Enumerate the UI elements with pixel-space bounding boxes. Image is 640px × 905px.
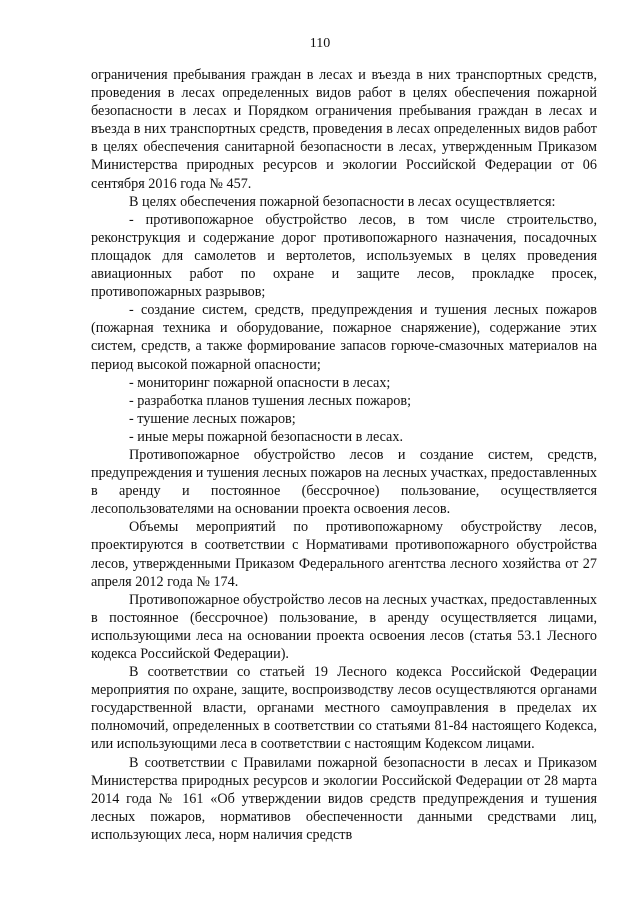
list-item-monitoring: - мониторинг пожарной опасности в лесах; <box>129 374 391 391</box>
paragraph-measures-volume: Объемы мероприятий по противопожарному обустройству лесов, проектируются в соответствии с Нормативами противопожарного обустройства лесов, утвержденными Приказом Федерального агентства лесного хозяйства от 27 апреля 2012 года № 174. <box>91 519 597 590</box>
paragraph-continuation: ограничения пребывания граждан в лесах и въезда в них транспортных средств, проведения в лесах определенных видов работ в целях обеспечения пожарной безопасности в лесах и Порядком ограничения пребывания граждан в лесах и въезда в них транспортных средств, проведения в лесах определенных видов работ в целях обеспечения санитарной безопасности в лесах, утвержденным Приказом Министерства природных ресурсов и экологии Российской Федерации от 06 сентября 2016 года № 457. <box>91 67 597 192</box>
list-item-systems-creation: - создание систем, средств, предупреждения и тушения лесных пожаров (пожарная техника и оборудование, пожарное снаряжение), содержание этих систем, средств, а также формирование запасов горюче-смазочных материалов на период высокой пожарной опасности; <box>91 302 597 373</box>
list-item-extinguishing: - тушение лесных пожаров; <box>129 410 296 427</box>
list-item-other-measures: - иные меры пожарной безопасности в лесах. <box>129 428 403 445</box>
paragraph-rules-order-161: В соответствии с Правилами пожарной безопасности в лесах и Приказом Министерства природных ресурсов и экологии Российской Федерации от 28 марта 2014 года № 161 «Об утверждении видов средств предупреждения и тушения лесных пожаров, нормативов обеспеченности данными средствами лиц, использующих леса, норм наличия средств <box>91 754 597 843</box>
paragraph-fire-arrangement: Противопожарное обустройство лесов и создание систем, средств, предупреждения и тушения лесных пожаров на лесных участках, предоставленных в аренду и постоянное (бессрочное) пользование, осуществляется лесопользователями на основании проекта освоения лесов. <box>91 446 597 518</box>
paragraph-fire-safety-intro: В целях обеспечения пожарной безопасности в лесах осуществляется: <box>129 193 556 210</box>
page-number: 110 <box>309 36 331 51</box>
paragraph-permanent-use: Противопожарное обустройство лесов на лесных участках, предоставленных в постоянное (бессрочное) пользование, в аренду осуществляется лицами, использующими леса на основании проекта освоения лесов (статья 53.1 Лесного кодекса Российской Федерации). <box>91 591 597 662</box>
paragraph-article-19: В соответствии со статьей 19 Лесного кодекса Российской Федерации мероприятия по охране, защите, воспроизводству лесов осуществляются органами государственной власти, органами местного самоуправления в пределах их полномочий, определенных в соответствии со статьями 81-84 настоящего Кодекса, или использующими леса в соответствии с настоящим Кодексом лицами. <box>91 664 597 753</box>
list-item-planning: - разработка планов тушения лесных пожаров; <box>129 392 412 409</box>
document-body <box>91 66 597 844</box>
list-item-fire-infrastructure: - противопожарное обустройство лесов, в том числе строительство, реконструкция и содержание дорог противопожарного назначения, посадочных площадок для самолетов и вертолетов, используемых в целях проведения авиационных работ по охране и защите лесов, прокладке просек, противопожарных разрывов; <box>91 211 597 301</box>
